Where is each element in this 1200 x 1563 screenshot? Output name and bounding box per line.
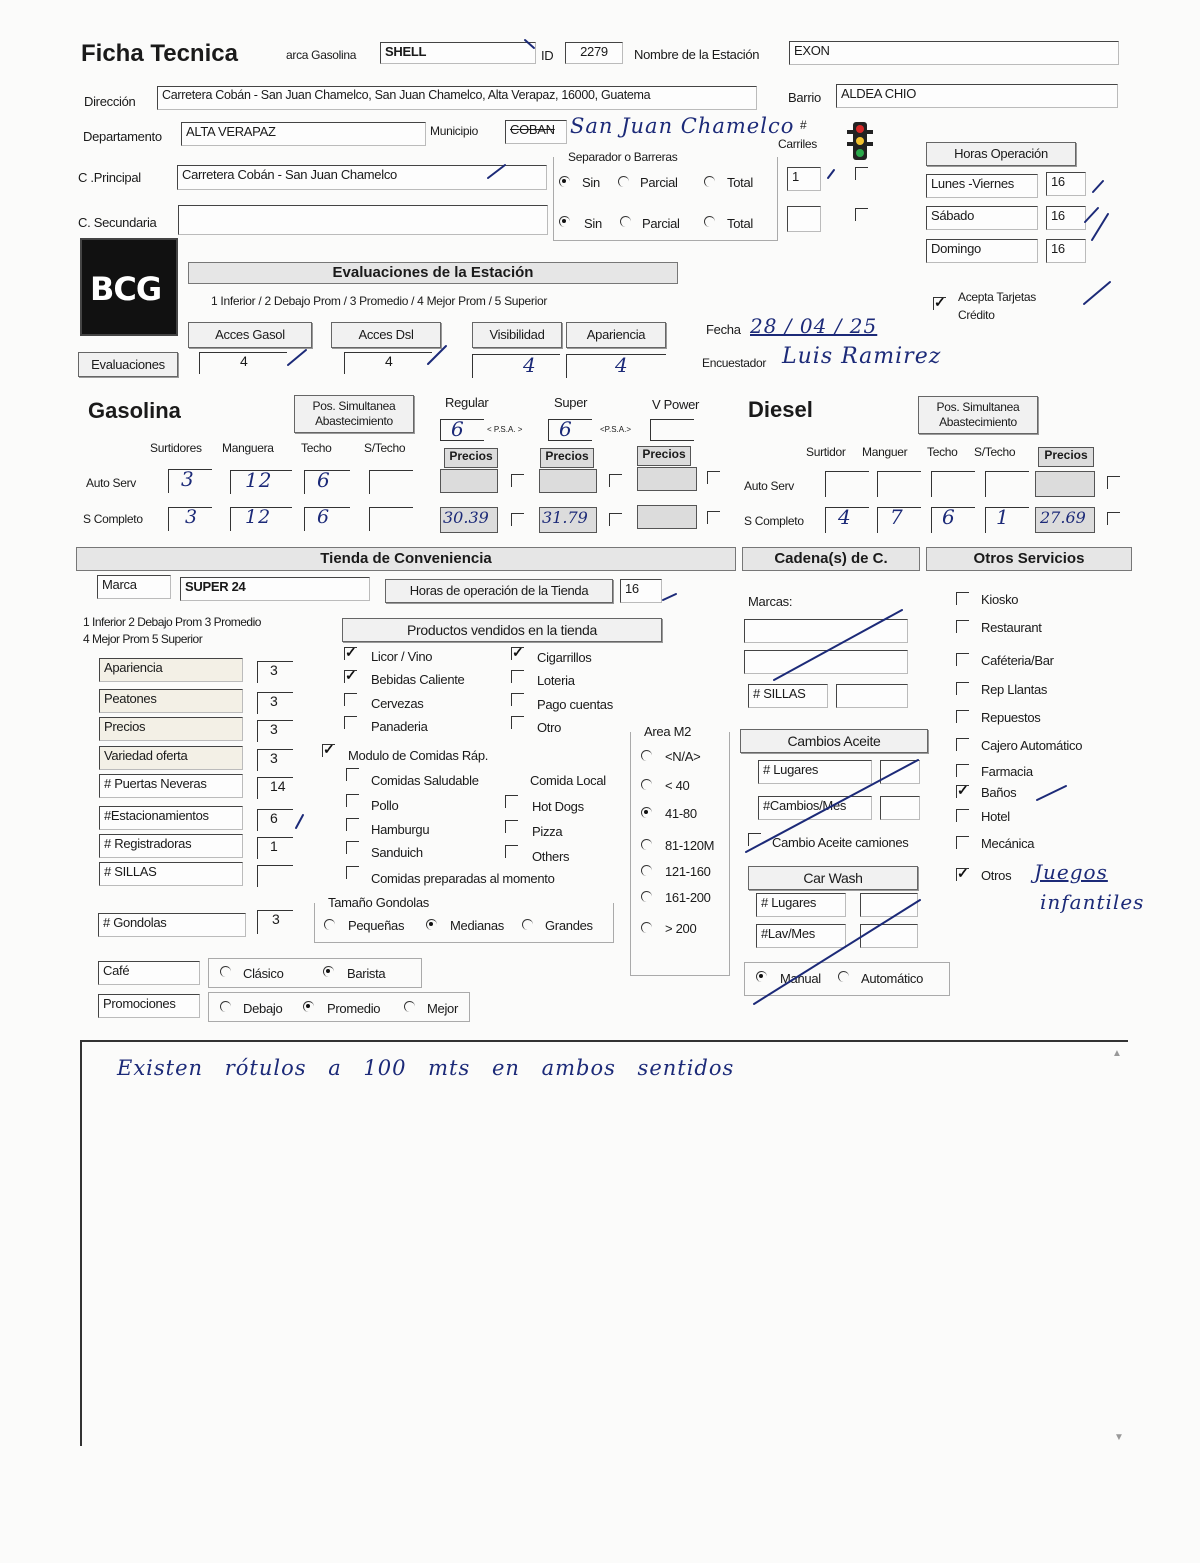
cambios-lugares-label: # Lugares — [758, 760, 872, 784]
gondolas-label: # Gondolas — [98, 913, 246, 937]
saludable-checkbox[interactable] — [346, 768, 359, 781]
area-radio[interactable] — [641, 839, 652, 850]
pollo-checkbox[interactable] — [346, 794, 359, 807]
municipio-field[interactable]: COBAN — [505, 120, 567, 144]
tienda-marca-field[interactable]: SUPER 24 — [180, 577, 370, 601]
diesel-comp-manguer-value: 7 — [890, 505, 904, 529]
pequenas-label: Pequeñas — [348, 918, 405, 933]
regular-label: Regular — [445, 395, 489, 410]
gas-comp-regular-checkbox[interactable] — [511, 513, 524, 526]
super-psa-box[interactable] — [548, 419, 592, 441]
carriles-label-hash: # — [800, 118, 807, 132]
barista-label: Barista — [347, 966, 386, 981]
gas-auto-serv-label: Auto Serv — [86, 476, 136, 490]
gas-comp-surtidores-value: 3 — [185, 506, 199, 528]
saludable-label: Comidas Saludable — [371, 773, 479, 788]
cervezas-label: Cervezas — [371, 696, 424, 711]
gas-comp-precio-vpower[interactable] — [637, 505, 697, 529]
secundaria-total-radio[interactable] — [704, 216, 715, 227]
gas-auto-stecho[interactable] — [369, 470, 413, 494]
sabado-label-field: Sábado — [926, 206, 1038, 230]
otros-service-checkbox[interactable] — [956, 836, 969, 849]
rating-value[interactable]: 3 — [257, 661, 293, 683]
barrio-field[interactable]: ALDEA CHIO — [836, 84, 1118, 108]
fecha-label: Fecha — [706, 322, 741, 337]
domingo-hours-field[interactable]: 16 — [1046, 239, 1086, 263]
diesel-comp-surtidor-value: 4 — [838, 505, 852, 529]
gas-auto-techo-value: 6 — [317, 468, 331, 492]
rating-value[interactable]: 6 — [257, 809, 293, 831]
secundaria-sin-label: Sin — [584, 216, 602, 231]
municipio-handwritten: San Juan Chamelco — [570, 114, 795, 138]
cambios-mes-label: #Cambios/Mes — [758, 796, 872, 820]
barista-radio[interactable] — [323, 966, 334, 977]
acces-gasol-header: Acces Gasol — [188, 322, 312, 348]
visibilidad-header: Visibilidad — [472, 322, 562, 348]
otros-service-checkbox[interactable] — [956, 592, 969, 605]
gas-comp-vpower-checkbox[interactable] — [707, 511, 720, 524]
otros-service-checkbox[interactable] — [956, 710, 969, 723]
precios-vpower-header: Precios — [637, 446, 691, 466]
gas-auto-techo[interactable] — [304, 470, 350, 494]
area-option-label: <N/A> — [665, 749, 701, 764]
secundaria-parcial-radio[interactable] — [620, 216, 631, 227]
evaluaciones-label: Evaluaciones — [78, 352, 178, 377]
rating-value[interactable]: 3 — [257, 692, 293, 714]
diesel-comp-surtidor[interactable] — [825, 507, 869, 533]
promedio-radio[interactable] — [303, 1001, 314, 1012]
pequenas-radio[interactable] — [324, 919, 335, 930]
automatico-radio[interactable] — [838, 971, 849, 982]
licor-checkbox[interactable] — [344, 647, 357, 660]
apariencia-value[interactable] — [566, 354, 666, 378]
otros-service-label: Caféteria/Bar — [981, 653, 1054, 668]
diesel-pos-line1: Pos. Simultanea — [936, 400, 1020, 414]
gas-comp-precio-regular-value: 30.39 — [443, 508, 489, 527]
pizza-checkbox[interactable] — [505, 820, 518, 833]
diesel-col-stecho: S/Techo — [974, 445, 1016, 459]
bebidas-checkbox[interactable] — [344, 670, 357, 683]
lunes-hours-field[interactable]: 16 — [1046, 172, 1086, 196]
secundaria-sin-radio[interactable] — [559, 216, 570, 227]
rating-value[interactable]: 1 — [257, 837, 293, 859]
scroll-down-icon[interactable]: ▼ — [1114, 1432, 1124, 1443]
encuestador-label: Encuestador — [702, 356, 767, 370]
otros-service-checkbox[interactable] — [956, 653, 969, 666]
cafe-label: Café — [98, 961, 200, 985]
marcas-field-1[interactable] — [744, 619, 908, 643]
cambios-mes-field[interactable] — [880, 796, 920, 820]
psa-arrow-1: < P.S.A. > — [487, 425, 523, 434]
debajo-radio[interactable] — [220, 1001, 231, 1012]
tienda-scale-1: 1 Inferior 2 Debajo Prom 3 Promedio — [83, 615, 261, 629]
otros-service-label: Restaurant — [981, 620, 1042, 635]
tienda-section-title: Tienda de Conveniencia — [76, 547, 736, 571]
diesel-pos-line2: Abastecimiento — [939, 415, 1017, 429]
promociones-label: Promociones — [98, 994, 200, 1018]
bcg-logo-text: BCG — [90, 270, 162, 308]
rating-value[interactable]: 14 — [257, 777, 293, 799]
hamburgu-label: Hamburgu — [371, 822, 430, 837]
rating-label: Apariencia — [99, 658, 243, 682]
acepta-tarjetas-label-1: Acepta Tarjetas — [958, 290, 1036, 304]
otros-service-label: Cajero Automático — [981, 738, 1083, 753]
diesel-comp-precio-value: 27.69 — [1040, 508, 1086, 527]
gasolina-pos-line2: Abastecimiento — [315, 414, 393, 428]
pollo-label: Pollo — [371, 798, 399, 813]
principal-parcial-radio[interactable] — [618, 176, 629, 187]
sanduich-checkbox[interactable] — [346, 841, 359, 854]
productos-title: Productos vendidos en la tienda — [342, 618, 662, 642]
modulo-checkbox[interactable] — [322, 744, 335, 757]
gas-auto-manguera[interactable] — [230, 470, 292, 494]
col-manguera: Manguera — [222, 441, 274, 455]
secundaria-total-label: Total — [727, 216, 753, 231]
otros-section-title: Otros Servicios — [926, 547, 1132, 571]
area-radio[interactable] — [641, 922, 652, 933]
tienda-marca-label: Marca — [97, 575, 171, 599]
gas-auto-precio-vpower[interactable] — [637, 467, 697, 491]
car-wash-title: Car Wash — [748, 866, 918, 890]
visibilidad-value[interactable] — [472, 354, 560, 378]
hot-dogs-checkbox[interactable] — [505, 795, 518, 808]
rating-label: # Puertas Neveras — [99, 774, 243, 798]
col-stecho: S/Techo — [364, 441, 406, 455]
gas-auto-super-checkbox[interactable] — [609, 474, 622, 487]
departamento-label: Departamento — [83, 129, 162, 144]
gondolas-value[interactable]: 3 — [257, 910, 293, 934]
page-title: Ficha Tecnica — [81, 40, 238, 67]
clasico-label: Clásico — [243, 966, 284, 981]
principal-field[interactable]: Carretera Cobán - San Juan Chamelco — [177, 165, 547, 190]
otros-handwritten-2: infantiles — [1040, 890, 1145, 914]
tienda-horas-field[interactable]: 16 — [620, 579, 662, 603]
cadena-section-title: Cadena(s) de C. — [742, 547, 920, 571]
gas-comp-manguera[interactable] — [230, 507, 292, 531]
otros-service-checkbox[interactable] — [956, 868, 969, 881]
area-option-label: 121-160 — [665, 864, 711, 879]
apariencia-handwritten: 4 — [615, 353, 629, 377]
cambios-aceite-title: Cambios Aceite — [740, 729, 928, 753]
secundaria-parcial-label: Parcial — [642, 216, 680, 231]
cafe-group — [208, 958, 422, 988]
panaderia-label: Panaderia — [371, 719, 428, 734]
lunes-label-field: Lunes -Viernes — [926, 174, 1038, 198]
precios-super-header: Precios — [540, 448, 594, 468]
promedio-label: Promedio — [327, 1001, 381, 1016]
lav-mes-label: #Lav/Mes — [756, 924, 846, 948]
gas-comp-super-checkbox[interactable] — [609, 513, 622, 526]
camiones-label: Cambio Aceite camiones — [772, 835, 909, 850]
barrio-label: Barrio — [788, 90, 821, 105]
area-radio[interactable] — [641, 865, 652, 876]
modulo-label: Modulo de Comidas Ráp. — [348, 748, 489, 763]
marcas-field-2[interactable] — [744, 650, 908, 674]
otros-service-label: Rep Llantas — [981, 682, 1048, 697]
diesel-precios-header: Precios — [1038, 447, 1094, 467]
diesel-comp-techo[interactable] — [931, 507, 975, 533]
col-surtidores: Surtidores — [150, 441, 202, 455]
cadena-sillas-field[interactable] — [836, 684, 908, 708]
rating-value[interactable] — [257, 865, 293, 887]
medianas-radio[interactable] — [426, 919, 437, 930]
area-option-label: 81-120M — [665, 838, 715, 853]
otros-service-label: Repuestos — [981, 710, 1041, 725]
area-option-label: < 40 — [665, 778, 690, 793]
rating-label: # SILLAS — [99, 862, 243, 886]
apariencia-header: Apariencia — [566, 322, 666, 348]
traffic-light-icon — [843, 122, 877, 160]
id-field[interactable]: 2279 — [565, 42, 623, 64]
carriles-label: Carriles — [778, 137, 817, 151]
tienda-scale-2: 4 Mejor Prom 5 Superior — [83, 632, 203, 646]
pago-cuentas-checkbox[interactable] — [511, 693, 524, 706]
bebidas-label: Bebidas Caliente — [371, 672, 465, 687]
otros-service-label: Mecánica — [981, 836, 1035, 851]
principal-total-label: Total — [727, 175, 753, 190]
diesel-auto-stecho[interactable] — [985, 471, 1029, 497]
otros-service-label: Farmacia — [981, 764, 1033, 779]
diesel-pos-simultanea — [918, 396, 1038, 434]
otros-service-checkbox[interactable] — [956, 620, 969, 633]
secundaria-field[interactable] — [178, 205, 548, 235]
diesel-col-surtidor: Surtidor — [806, 445, 846, 459]
gas-comp-techo[interactable] — [304, 507, 350, 531]
encuestador-value: Luis Ramirez — [782, 344, 942, 369]
lav-mes-field[interactable] — [860, 924, 918, 948]
rating-label: # Registradoras — [99, 834, 243, 858]
acces-dsl-value[interactable]: 4 — [344, 352, 432, 374]
loteria-checkbox[interactable] — [511, 670, 524, 683]
clasico-radio[interactable] — [220, 966, 231, 977]
gasolina-pos-line1: Pos. Simultanea — [312, 399, 396, 413]
nombre-field[interactable]: EXON — [789, 41, 1119, 65]
gas-auto-vpower-checkbox[interactable] — [707, 471, 720, 484]
diesel-auto-serv-label: Auto Serv — [744, 479, 794, 493]
gas-auto-surtidores-value: 3 — [181, 467, 195, 491]
secundaria-carriles-field[interactable] — [787, 206, 821, 232]
regular-psa-box[interactable] — [440, 419, 484, 441]
gas-auto-precio-super[interactable] — [539, 469, 597, 493]
gas-auto-surtidores[interactable] — [168, 469, 212, 493]
gas-comp-precio-regular[interactable] — [440, 507, 498, 533]
grandes-radio[interactable] — [522, 919, 533, 930]
principal-carriles-field[interactable]: 1 — [787, 167, 821, 191]
rating-value[interactable]: 3 — [257, 720, 293, 742]
otros-service-label: Kiosko — [981, 592, 1019, 607]
sanduich-label: Sanduich — [371, 845, 423, 860]
acces-gasol-value[interactable]: 4 — [199, 352, 287, 374]
rating-label: Variedad oferta — [99, 746, 243, 770]
mejor-label: Mejor — [427, 1001, 459, 1016]
gas-auto-manguera-value: 12 — [245, 468, 273, 492]
otro-checkbox[interactable] — [511, 716, 524, 729]
medianas-label: Medianas — [450, 918, 504, 933]
cervezas-checkbox[interactable] — [344, 693, 357, 706]
preparadas-label: Comidas preparadas al momento — [371, 871, 555, 886]
diesel-comp-precio[interactable] — [1035, 507, 1095, 533]
tienda-horas-label: Horas de operación de la Tienda — [385, 579, 613, 603]
direccion-field[interactable]: Carretera Cobán - San Juan Chamelco, San Juan Chamelco, Alta Verapaz, 16000, Guatema — [157, 86, 757, 110]
manual-label: Manual — [780, 971, 821, 986]
gasolina-title: Gasolina — [88, 398, 181, 423]
camiones-checkbox[interactable] — [748, 833, 761, 846]
super-psa-value: 6 — [559, 417, 573, 441]
hamburgu-checkbox[interactable] — [346, 818, 359, 831]
otro-label: Otro — [537, 720, 562, 735]
gasolina-pos-simultanea — [294, 395, 414, 433]
principal-total-radio[interactable] — [704, 176, 715, 187]
diesel-comp-manguer[interactable] — [877, 507, 921, 533]
automatico-label: Automático — [861, 971, 924, 986]
area-radio[interactable] — [641, 891, 652, 902]
marca-label: arca Gasolina — [286, 48, 357, 62]
mejor-radio[interactable] — [404, 1001, 415, 1012]
acces-dsl-header: Acces Dsl — [331, 322, 441, 348]
principal-sin-radio[interactable] — [559, 176, 570, 187]
rating-value[interactable]: 3 — [257, 749, 293, 771]
area-radio[interactable] — [641, 779, 652, 790]
gas-comp-stecho[interactable] — [369, 507, 413, 531]
scroll-up-icon[interactable]: ▲ — [1112, 1048, 1122, 1059]
area-option-label: > 200 — [665, 921, 697, 936]
licor-label: Licor / Vino — [371, 649, 433, 664]
gas-comp-precio-super[interactable] — [539, 507, 597, 533]
secundaria-semaforo-checkbox[interactable] — [855, 208, 868, 221]
rating-label: Peatones — [99, 689, 243, 713]
otros-service-label: Baños — [981, 785, 1017, 800]
psa-arrow-2: <P.S.A.> — [600, 425, 631, 434]
diesel-comp-checkbox[interactable] — [1107, 512, 1120, 525]
notes-area[interactable] — [80, 1040, 1128, 1446]
principal-parcial-label: Parcial — [640, 175, 678, 190]
rating-label: Precios — [99, 717, 243, 741]
carwash-lugares-label: # Lugares — [756, 893, 846, 917]
notes-text: Existen rótulos a 100 mts en ambos sentidos — [117, 1056, 735, 1080]
secundaria-label: C. Secundaria — [78, 215, 157, 230]
diesel-auto-surtidor[interactable] — [825, 471, 869, 497]
gas-comp-techo-value: 6 — [317, 506, 331, 528]
diesel-comp-stecho[interactable] — [985, 507, 1029, 533]
diesel-auto-precio[interactable] — [1035, 471, 1095, 497]
preparadas-checkbox[interactable] — [346, 866, 359, 879]
diesel-auto-manguer[interactable] — [877, 471, 921, 497]
cambios-lugares-field[interactable] — [880, 760, 920, 784]
otros-service-checkbox[interactable] — [956, 764, 969, 777]
diesel-s-completo-label: S Completo — [744, 514, 804, 528]
diesel-col-manguer: Manguer — [862, 445, 908, 459]
separador-label: Separador o Barreras — [568, 150, 678, 164]
diesel-col-techo: Techo — [927, 445, 958, 459]
area-label: Area M2 — [644, 724, 692, 739]
principal-semaforo-checkbox[interactable] — [855, 167, 868, 180]
domingo-label-field: Domingo — [926, 239, 1038, 263]
cadena-sillas-label: # SILLAS — [748, 684, 828, 708]
manual-radio[interactable] — [756, 971, 767, 982]
gas-comp-surtidores[interactable] — [168, 507, 212, 531]
vpower-label: V Power — [652, 397, 700, 412]
tamano-label: Tamaño Gondolas — [328, 895, 430, 910]
gas-auto-regular-checkbox[interactable] — [511, 474, 524, 487]
fecha-value: 28 / 04 / 25 — [750, 314, 878, 338]
diesel-auto-techo[interactable] — [931, 471, 975, 497]
otros-service-label: Otros — [981, 868, 1012, 883]
id-label: ID — [541, 48, 554, 63]
comida-local-label: Comida Local — [530, 773, 606, 788]
visibilidad-handwritten: 4 — [523, 353, 537, 377]
gas-comp-manguera-value: 12 — [245, 506, 272, 528]
debajo-label: Debajo — [243, 1001, 283, 1016]
acepta-tarjetas-label-2: Crédito — [958, 308, 995, 322]
area-group — [630, 732, 730, 976]
otros-service-checkbox[interactable] — [956, 809, 969, 822]
sabado-hours-field[interactable]: 16 — [1046, 206, 1086, 230]
rating-label: #Estacionamientos — [99, 806, 243, 830]
super-label: Super — [554, 395, 588, 410]
municipio-label: Municipio — [430, 124, 478, 138]
otros-handwritten-1: Juegos — [1034, 860, 1108, 884]
grandes-label: Grandes — [545, 918, 593, 933]
bcg-logo — [80, 238, 178, 336]
area-radio[interactable] — [641, 750, 652, 761]
otros-service-label: Hotel — [981, 809, 1010, 824]
area-option-label: 161-200 — [665, 890, 711, 905]
diesel-auto-checkbox[interactable] — [1107, 476, 1120, 489]
horas-operacion-button[interactable]: Horas Operación — [926, 142, 1076, 166]
otros-service-checkbox[interactable] — [956, 738, 969, 751]
hot-dogs-label: Hot Dogs — [532, 799, 584, 814]
loteria-label: Loteria — [537, 673, 575, 688]
precios-regular-header: Precios — [444, 448, 498, 468]
others-checkbox[interactable] — [505, 845, 518, 858]
diesel-title: Diesel — [748, 397, 813, 422]
cigarrillos-checkbox[interactable] — [511, 647, 524, 660]
gas-comp-precio-super-value: 31.79 — [542, 508, 588, 527]
marca-field[interactable]: SHELL — [380, 42, 536, 64]
marcas-label: Marcas: — [748, 594, 793, 609]
others-label: Others — [532, 849, 570, 864]
pago-cuentas-label: Pago cuentas — [537, 697, 613, 712]
otros-service-checkbox[interactable] — [956, 682, 969, 695]
area-radio[interactable] — [641, 807, 652, 818]
col-techo: Techo — [301, 441, 332, 455]
regular-psa-value: 6 — [451, 417, 465, 441]
gas-s-completo-label: S Completo — [83, 512, 143, 526]
pizza-label: Pizza — [532, 824, 563, 839]
evaluaciones-section-title: Evaluaciones de la Estación — [188, 262, 678, 284]
evaluaciones-scale: 1 Inferior / 2 Debajo Prom / 3 Promedio / 4 Mejor Prom / 5 Superior — [211, 294, 548, 308]
acepta-tarjetas-checkbox[interactable] — [933, 297, 946, 310]
direccion-label: Dirección — [84, 94, 136, 109]
nombre-label: Nombre de la Estación — [634, 47, 760, 62]
diesel-comp-techo-value: 6 — [942, 505, 956, 529]
panaderia-checkbox[interactable] — [344, 716, 357, 729]
carwash-lugares-field[interactable] — [860, 893, 918, 917]
principal-label: C .Principal — [78, 170, 141, 185]
principal-sin-label: Sin — [582, 175, 600, 190]
gas-auto-precio-regular[interactable] — [440, 469, 498, 493]
otros-service-checkbox[interactable] — [956, 785, 969, 798]
departamento-field[interactable]: ALTA VERAPAZ — [181, 122, 426, 146]
cigarrillos-label: Cigarrillos — [537, 650, 592, 665]
area-option-label: 41-80 — [665, 806, 697, 821]
vpower-psa-box[interactable] — [650, 419, 694, 441]
diesel-comp-stecho-value: 1 — [996, 505, 1010, 529]
